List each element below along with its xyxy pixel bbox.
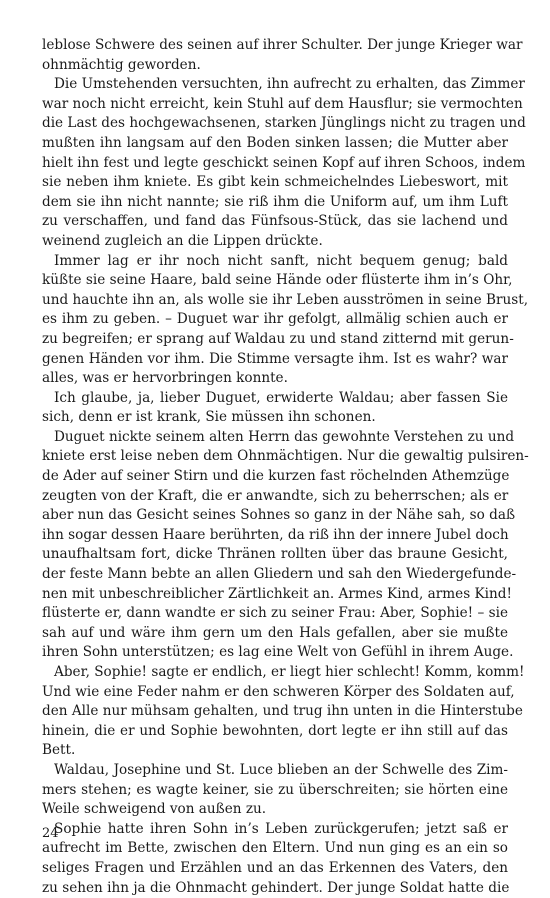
text-line: ihn sogar dessen Haare berührten, da riß ihn der innere Jubel doch [42,526,509,543]
body-text [42,36,529,898]
text-line: Und wie eine Feder nahm er den schweren Körper des Soldaten auf, [42,683,515,700]
text-line: sie neben ihm kniete. Es gibt kein schmeichelndes Liebeswort, mit [42,174,508,191]
text-line: alles, was er hervorbringen konnte. [42,370,288,387]
text-line: aber nun das Gesicht seines Sohnes so ganz in der Nähe sah, so daß [42,507,516,524]
text-line: ihren Sohn unterstützen; es lag eine Welt von Gefühl in ihrem Auge. [42,644,514,661]
text-line: den Alle nur mühsam gehalten, und trug ihn unten in die Hinterstube [42,703,523,720]
text-line: Waldau, Josephine und St. Luce blieben an der Schwelle des Zim- [54,761,508,778]
text-line: hinein, die er und Sophie bewohnten, dort legte er ihn still auf das [42,722,508,739]
text-line: mußten ihn langsam auf den Boden sinken lassen; die Mutter aber [42,134,508,151]
text-line: zu verschaffen, und fand das Fünfsous-Stück, das sie lachend und [42,213,508,230]
text-line: Weile schweigend von außen zu. [42,801,267,818]
paragraph [42,428,529,663]
text-line: dem sie ihn nicht nannte; sie riß ihm die Uniform auf, um ihm Luft [42,193,508,210]
text-line: de Ader auf seiner Stirn und die kurzen fast röchelnden Athemzüge [42,468,510,485]
text-line: Immer lag er ihr noch nicht sanft, nicht bequem genug; bald [54,252,508,269]
text-line: hielt ihn fest und legte geschickt seinen Kopf auf ihren Schoos, indem [42,154,526,171]
text-line: weinend zugleich an die Lippen drückte. [42,232,323,249]
paragraph [42,252,529,389]
text-line: zeugten von der Kraft, die er anwandte, sich zu beherrschen; als er [42,487,509,504]
text-line: küßte sie seine Haare, bald seine Hände oder flüsterte ihm in’s Ohr, [42,272,513,289]
text-line: aufrecht im Bette, zwischen den Eltern. Und nun ging es an ein so [42,840,508,857]
text-line: sich, denn er ist krank, Sie müssen ihn schonen. [42,409,376,426]
text-line: Ich glaube, ja, lieber Duguet, erwiderte Waldau; aber fassen Sie [54,389,508,406]
text-line: Duguet nickte seinem alten Herrn das gewohnte Verstehen zu und [54,428,515,445]
text-line: und hauchte ihn an, als wolle sie ihr Leben ausströmen in seine Brust, [42,291,529,308]
text-line: unaufhaltsam fort, dicke Thränen rollten über das braune Gesicht, [42,546,508,563]
page-number: 24 [42,826,59,841]
text-line: es ihm zu geben. – Duguet war ihr gefolgt, allmälig schien auch er [42,311,508,328]
text-line: war noch nicht erreicht, kein Stuhl auf dem Hausflur; sie vermochten [42,95,523,112]
paragraph [42,389,508,428]
text-line: sah auf und wäre ihm gern um den Hals gefallen, aber sie mußte [42,624,508,641]
text-line: genen Händen vor ihm. Die Stimme versagte ihm. Ist es wahr? war [42,350,508,367]
paragraph [42,761,508,820]
text-line: nen mit unbeschreiblicher Zärtlichkeit an. Armes Kind, armes Kind! [42,585,512,602]
text-line: kniete erst leise neben dem Ohnmächtigen. Nur die gewaltig pulsiren- [42,448,529,465]
paragraph [42,75,526,251]
text-line: der feste Mann bebte an allen Gliedern und sah den Wiedergefunde- [42,566,517,583]
text-line: Sophie hatte ihren Sohn in’s Leben zurückgerufen; jetzt saß er [54,820,508,837]
paragraph [42,820,508,898]
text-line: zu begreifen; er sprang auf Waldau zu und stand zitternd mit gerun- [42,330,514,347]
text-line: Die Umstehenden versuchten, ihn aufrecht zu erhalten, das Zimmer [54,76,525,93]
text-line: Aber, Sophie! sagte er endlich, er liegt hier schlecht! Komm, komm! [54,664,525,680]
text-line: zu sehen ihn ja die Ohnmacht gehindert. Der junge Soldat hatte die [42,879,510,896]
text-line: ohnmächtig geworden. [42,56,201,73]
paragraph [42,663,525,761]
text-line: mers stehen; es wagte keiner, sie zu überschreiten; sie hörten eine [42,781,508,798]
text-line: seliges Fragen und Erzählen und an das Erkennen des Vaters, den [42,859,508,876]
text-line: Bett. [42,742,76,759]
text-line: flüsterte er, dann wandte er sich zu seiner Frau: Aber, Sophie! – sie [42,605,508,622]
paragraph [42,36,523,75]
text-line: die Last des hochgewachsenen, starken Jünglings nicht zu tragen und [42,115,526,132]
text-line: leblose Schwere des seinen auf ihrer Schulter. Der junge Krieger war [42,37,523,53]
